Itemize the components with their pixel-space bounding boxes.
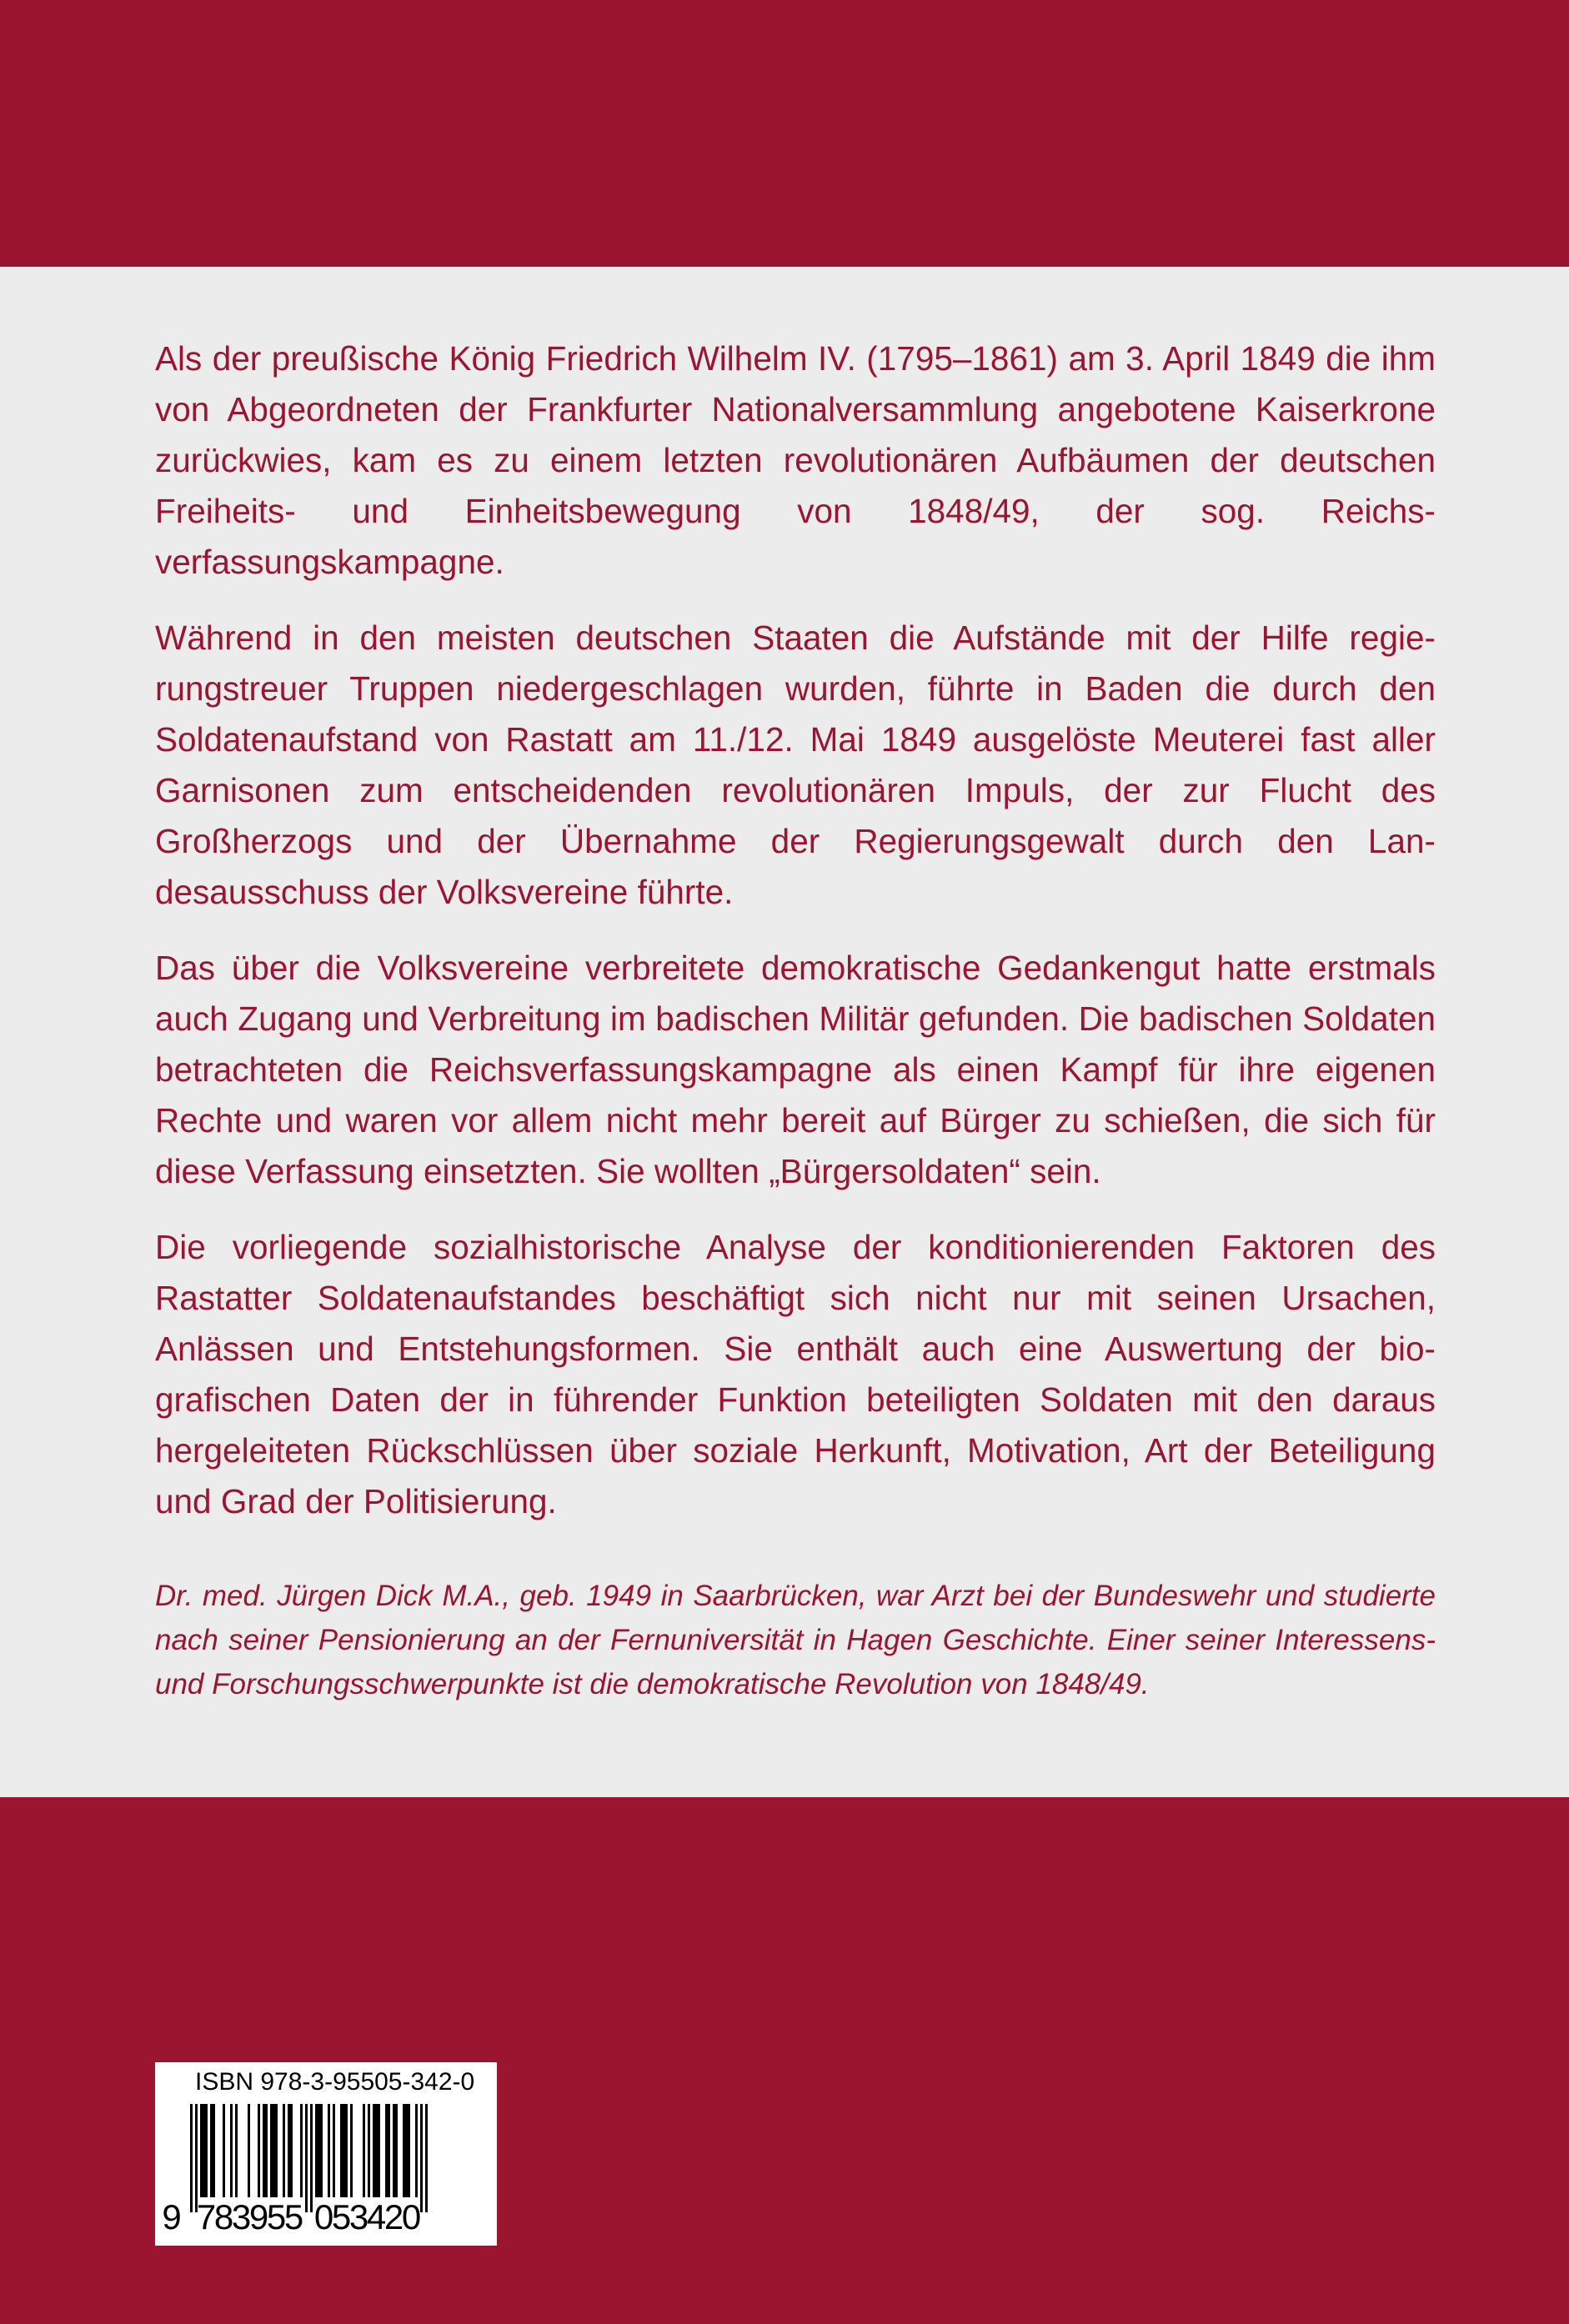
barcode-bar	[190, 2104, 193, 2212]
barcode-bar	[210, 2104, 213, 2197]
barcode-bar	[415, 2104, 418, 2197]
isbn-label: ISBN 978-3-95505-342-0	[195, 2068, 475, 2096]
barcode-bar	[420, 2104, 423, 2212]
barcode-bar	[205, 2104, 208, 2197]
barcode-bar	[405, 2104, 408, 2197]
barcode-bar	[385, 2104, 388, 2197]
top-color-band	[0, 0, 1569, 267]
barcode-digit: 9	[248, 2197, 269, 2236]
barcode-bar	[340, 2104, 343, 2197]
barcode-digit: 0	[313, 2197, 334, 2236]
barcode-bar	[345, 2104, 348, 2197]
barcode-bar	[363, 2104, 365, 2197]
blurb-panel	[0, 267, 1569, 1797]
barcode-bar	[373, 2104, 375, 2197]
barcode-bar	[350, 2104, 353, 2197]
barcode-bar	[275, 2104, 278, 2197]
barcode-bar	[213, 2104, 215, 2197]
blurb-paragraph-1: Als der preußische König Friedrich Wilhelm IV. (1795–1861) am 3. April 1849 die ihm von Abgeordneten der Frankfurter Nationalversammlung angebotene Kaiserkrone zurückwies, kam es zu einem letzten revolutionären Aufbäumen der deutschen Freiheits- und Einheitsbewegung von 1848/49, der sog. Reichsverfassungskampagne.	[155, 339, 1436, 581]
barcode-bar	[273, 2104, 275, 2197]
barcode-digit: 7	[196, 2197, 217, 2236]
barcode-bar	[378, 2104, 380, 2197]
barcode-digit: 5	[331, 2197, 352, 2236]
author-bio: Dr. med. Jürgen Dick M.A., geb. 1949 in Saarbrücken, war Arzt bei der Bundeswehr und studierte nach seiner Pensionierung an der Fernuniversität in Hagen Geschichte. Einer seiner Interessens- und Forschungsschwerpunkte ist die demokratische Revolution von 1848/49.	[155, 1580, 1436, 1700]
barcode-bar	[223, 2104, 225, 2197]
barcode-bar	[408, 2104, 410, 2197]
barcode-digit: 9	[162, 2197, 182, 2236]
barcode-digit: 3	[348, 2197, 369, 2236]
blurb-paragraph-4: Die vorliegende sozialhistorische Analyse der konditionierenden Faktoren des Rastatter Soldatenaufstandes beschäftigt sich nicht nur mit seinen Ursachen, Anlässen und Entstehungsformen. Sie enthält auch eine Auswertung der biografischen Daten der in führender Funktion beteiligten Soldaten mit den daraus hergeleiteten Rückschlüssen über soziale Herkunft, Motivation, Art der Beteiligung und Grad der Politisierung.	[155, 1228, 1436, 1520]
barcode-bar	[388, 2104, 390, 2197]
barcode-digit: 5	[283, 2197, 304, 2236]
barcode-bar	[195, 2104, 198, 2212]
barcode-bar	[310, 2104, 313, 2212]
barcode-bar	[343, 2104, 345, 2197]
barcode-bar	[300, 2104, 303, 2197]
barcode-bar	[230, 2104, 233, 2197]
barcode-box	[155, 2062, 497, 2246]
barcode-bar	[375, 2104, 378, 2197]
barcode-digit: 3	[231, 2197, 252, 2236]
barcode-bar	[395, 2104, 398, 2197]
barcode-bar	[200, 2104, 203, 2197]
barcode-bar	[403, 2104, 405, 2197]
barcode-digit: 5	[266, 2197, 287, 2236]
barcode-bar	[263, 2104, 265, 2197]
barcode-bar	[258, 2104, 260, 2197]
barcode-bar	[393, 2104, 395, 2197]
barcode-bar	[265, 2104, 268, 2197]
barcode-bar	[290, 2104, 293, 2197]
ean-barcode	[155, 2062, 497, 2246]
barcode-bar	[425, 2104, 428, 2212]
barcode-bar	[270, 2104, 273, 2197]
barcode-bar	[283, 2104, 285, 2197]
barcode-digit: 0	[401, 2197, 422, 2236]
barcode-bar	[305, 2104, 308, 2212]
barcode-bar	[333, 2104, 335, 2197]
barcode-bar	[368, 2104, 370, 2197]
barcode-bar	[318, 2104, 320, 2197]
barcode-digit: 8	[213, 2197, 234, 2236]
barcode-bar	[288, 2104, 290, 2197]
barcode-bar	[203, 2104, 205, 2197]
barcode-bar	[315, 2104, 318, 2197]
barcode-digit: 4	[366, 2197, 387, 2236]
blurb-paragraph-3: Das über die Volksvereine verbreitete demokratische Gedankengut hatte erstmals auch Zugang und Verbreitung im badischen Militär gefunden. Die badischen Soldaten betrachteten die Reichsverfassungskampagne als einen Kampf für ihre eigenen Rechte und waren vor allem nicht mehr bereit auf Bürger zu schießen, die sich für diese Verfassung einsetzten. Sie wollten „Bürgersoldaten“ sein.	[155, 949, 1436, 1190]
barcode-bar	[320, 2104, 323, 2197]
barcode-bar	[328, 2104, 330, 2197]
barcode-bar	[248, 2104, 250, 2197]
barcode-bar	[235, 2104, 238, 2197]
blurb-paragraph-2: Während in den meisten deutschen Staaten die Aufstände mit der Hilfe regierungstreuer Truppen niedergeschlagen wurden, führte in Baden die durch den Soldatenaufstand von Rastatt am 11./12. Mai 1849 ausgelöste Meuterei fast aller Garnisonen zum entscheidenden revolutionären Impuls, der zur Flucht des Großherzogs und der Übernahme der Regierungsgewalt durch den Landesausschuss der Volksvereine führte.	[155, 619, 1436, 911]
barcode-digit: 2	[383, 2197, 404, 2236]
